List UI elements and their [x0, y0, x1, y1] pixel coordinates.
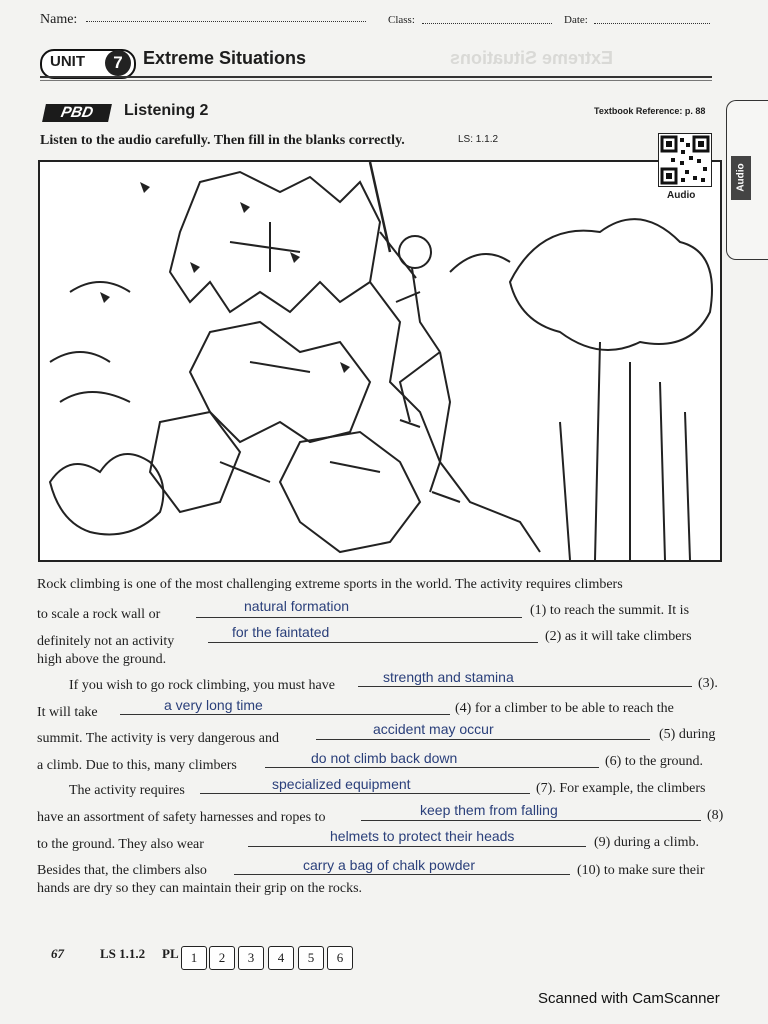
pl-box-2[interactable]: 2 — [209, 946, 235, 970]
passage-line-1: Rock climbing is one of the most challenging extreme sports in the world. The activity requires climbers — [37, 577, 623, 592]
answer-8: keep them from falling — [420, 802, 558, 818]
answer-3: strength and stamina — [383, 669, 514, 685]
qr-icon — [659, 134, 711, 186]
header-rule — [40, 76, 712, 78]
textbook-reference: Textbook Reference: p. 88 — [594, 106, 706, 116]
answer-1: natural formation — [244, 598, 350, 614]
passage-line-3b: (2) as it will take climbers — [545, 629, 692, 644]
answer-9: helmets to protect their heads — [330, 828, 515, 844]
illustration-drawing — [40, 162, 720, 560]
unit-number: 7 — [105, 50, 131, 76]
passage-line-12a: Besides that, the climbers also — [37, 863, 207, 878]
pl-box-3[interactable]: 3 — [238, 946, 264, 970]
passage-line-4: high above the ground. — [37, 652, 167, 667]
qr-audio-label: Audio — [667, 190, 696, 201]
class-field[interactable] — [422, 13, 552, 24]
instruction: Listen to the audio carefully. Then fill in the blanks correctly. — [40, 133, 405, 148]
answer-7: specialized equipment — [272, 776, 411, 792]
passage-line-6b: (4) for a climber to be able to reach the — [455, 701, 674, 716]
passage-line-8a: a climb. Due to this, many climbers — [37, 758, 237, 773]
pl-box-5[interactable]: 5 — [298, 946, 324, 970]
answer-6: do not climb back down — [311, 750, 458, 766]
passage-line-2a: to scale a rock wall or — [37, 607, 161, 622]
passage-line-5a: If you wish to go rock climbing, you must have — [69, 678, 335, 693]
answer-2: for the faintated — [232, 624, 330, 640]
passage-line-11a: to the ground. They also wear — [37, 837, 204, 852]
page-number: 67 — [51, 946, 64, 961]
pl-box-1[interactable]: 1 — [181, 946, 207, 970]
passage-line-5b: (3). — [698, 676, 718, 691]
class-label: Class: — [388, 14, 415, 26]
passage-line-3a: definitely not an activity — [37, 634, 175, 649]
answer-10: carry a bag of chalk powder — [303, 857, 475, 873]
passage-line-13: hands are dry so they can maintain their grip on the rocks. — [37, 881, 363, 896]
bleed-through-text: Extreme Situations — [450, 48, 614, 68]
passage-line-10b: (8) — [707, 808, 724, 823]
scanner-watermark: Scanned with CamScanner — [538, 990, 720, 1007]
passage-line-9b: (7). For example, the climbers — [536, 781, 706, 796]
unit-label: UNIT — [50, 53, 85, 70]
audio-qr-code[interactable] — [658, 133, 712, 187]
answer-4: a very long time — [164, 697, 263, 713]
ls-code: LS 1.1.2 — [100, 946, 146, 961]
passage-line-12b: (10) to make sure their — [577, 863, 705, 878]
passage-line-7a: summit. The activity is very dangerous and — [37, 731, 279, 746]
passage-line-9a: The activity requires — [69, 783, 185, 798]
pbd-badge: PBD — [42, 104, 112, 122]
name-field[interactable] — [86, 11, 366, 22]
audio-tab-label: Audio — [731, 156, 751, 200]
passage-line-11b: (9) during a climb. — [594, 835, 699, 850]
date-label: Date: — [564, 14, 588, 26]
header-rule-thin — [40, 80, 712, 81]
rock-climbing-illustration — [38, 160, 722, 562]
unit-title: Extreme Situations — [143, 48, 307, 68]
answer-5: accident may occur — [373, 721, 494, 737]
passage-line-10a: have an assortment of safety harnesses and ropes to — [37, 810, 326, 825]
pl-label: PL — [162, 946, 179, 961]
name-label: Name: — [40, 12, 78, 27]
passage-line-6a: It will take — [37, 705, 98, 720]
passage-line-2b: (1) to reach the summit. It is — [530, 603, 690, 618]
date-field[interactable] — [594, 13, 710, 24]
pl-box-4[interactable]: 4 — [268, 946, 294, 970]
passage-line-7b: (5) during — [659, 727, 716, 742]
ls-tag: LS: 1.1.2 — [458, 134, 499, 145]
pl-box-6[interactable]: 6 — [327, 946, 353, 970]
section-title: Listening 2 — [124, 102, 209, 119]
passage-line-8b: (6) to the ground. — [605, 754, 703, 769]
